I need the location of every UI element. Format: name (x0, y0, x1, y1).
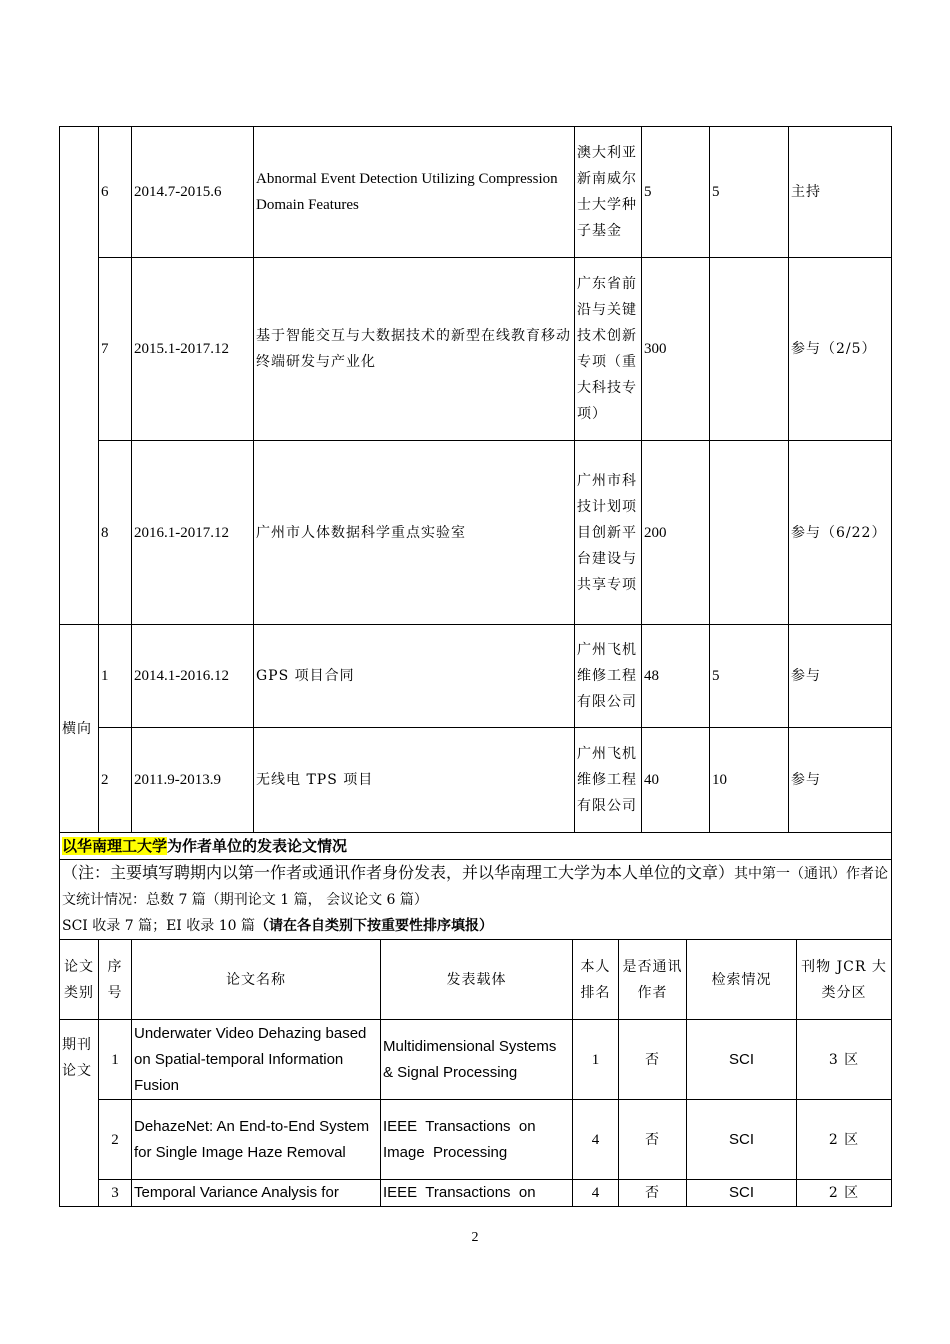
project-funding: 48 (642, 625, 710, 728)
page-number: 2 (471, 1230, 479, 1245)
note-index-stats: SCI 收录 7 篇；EI 收录 10 篇 (62, 918, 256, 934)
header-rank: 本人排名 (573, 940, 619, 1020)
projects-table (59, 126, 892, 833)
note-main: （注：主要填写聘期内以第一作者或通讯作者身份发表，并以华南理工大学为本人单位的文章） (62, 863, 735, 882)
project-period: 2014.7-2015.6 (132, 127, 254, 258)
project-amount (710, 258, 789, 441)
paper-no: 1 (99, 1020, 132, 1100)
paper-no: 3 (99, 1180, 132, 1207)
project-period: 2016.1-2017.12 (132, 441, 254, 625)
header-index: 检索情况 (687, 940, 797, 1020)
paper-venue: IEEE Transactions on Image Processing (381, 1100, 573, 1180)
papers-table (59, 832, 892, 1207)
section-title (60, 833, 892, 860)
project-period: 2015.1-2017.12 (132, 258, 254, 441)
paper-corr: 否 (619, 1100, 687, 1180)
project-no: 6 (99, 127, 132, 258)
paper-jcr: 2 区 (797, 1100, 892, 1180)
paper-index: SCI (687, 1100, 797, 1180)
project-row (60, 127, 892, 258)
project-amount: 10 (710, 728, 789, 833)
project-no: 8 (99, 441, 132, 625)
paper-corr: 否 (619, 1180, 687, 1207)
project-role: 参与 (789, 728, 892, 833)
project-row (60, 728, 892, 833)
paper-name: DehazeNet: An End-to-End System for Single Image Haze Removal (132, 1100, 381, 1180)
header-jcr: 刊物 JCR 大类分区 (797, 940, 892, 1020)
project-no: 1 (99, 625, 132, 728)
project-role: 参与 (789, 625, 892, 728)
project-title: 基于智能交互与大数据技术的新型在线教育移动终端研发与产业化 (254, 258, 575, 441)
paper-venue: IEEE Transactions on (381, 1180, 573, 1207)
project-role: 参与（6/22） (789, 441, 892, 625)
header-name: 论文名称 (132, 940, 381, 1020)
project-title: 无线电 TPS 项目 (254, 728, 575, 833)
project-amount: 5 (710, 625, 789, 728)
project-amount (710, 441, 789, 625)
journal-label: 期刊论文 (60, 1020, 99, 1207)
project-period: 2011.9-2013.9 (132, 728, 254, 833)
paper-jcr: 2 区 (797, 1180, 892, 1207)
paper-row (60, 1180, 892, 1207)
paper-index: SCI (687, 1020, 797, 1100)
paper-name: Temporal Variance Analysis for (132, 1180, 381, 1207)
section-title-rest: 为作者单位的发表论文情况 (167, 837, 348, 855)
project-source: 广东省前沿与关键技术创新专项（重大科技专项） (575, 258, 642, 441)
project-source: 广州飞机维修工程有限公司 (575, 728, 642, 833)
project-source: 广州飞机维修工程有限公司 (575, 625, 642, 728)
section-title-highlight: 以华南理工大学 (62, 837, 168, 855)
paper-name: Underwater Video Dehazing based on Spatial-temporal Information Fusion (132, 1020, 381, 1100)
paper-jcr: 3 区 (797, 1020, 892, 1100)
project-source: 澳大利亚新南威尔士大学种子基金 (575, 127, 642, 258)
header-no: 序号 (99, 940, 132, 1020)
paper-index: SCI (687, 1180, 797, 1207)
project-row (60, 441, 892, 625)
paper-venue: Multidimensional Systems & Signal Processing (381, 1020, 573, 1100)
project-no: 7 (99, 258, 132, 441)
project-title: 广州市人体数据科学重点实验室 (254, 441, 575, 625)
header-corr: 是否通讯作者 (619, 940, 687, 1020)
project-row (60, 258, 892, 441)
note-stats: 其中第一（通讯）作者论文统计情况：总数 7 篇（期刊论文 1 篇， 会议论文 6 篇） (62, 866, 889, 908)
project-row (60, 625, 892, 728)
project-title: GPS 项目合同 (254, 625, 575, 728)
section-note (60, 860, 892, 940)
paper-row (60, 1100, 892, 1180)
paper-rank: 4 (573, 1100, 619, 1180)
header-venue: 发表载体 (381, 940, 573, 1020)
project-funding: 300 (642, 258, 710, 441)
project-funding: 5 (642, 127, 710, 258)
paper-rank: 1 (573, 1020, 619, 1100)
project-no: 2 (99, 728, 132, 833)
project-role: 参与（2/5） (789, 258, 892, 441)
paper-no: 2 (99, 1100, 132, 1180)
category-cell-vertical (60, 127, 99, 625)
project-amount: 5 (710, 127, 789, 258)
project-role: 主持 (789, 127, 892, 258)
papers-header-row (60, 940, 892, 1020)
paper-row (60, 1020, 892, 1100)
category-cell-horizontal: 横向 (60, 625, 99, 833)
paper-corr: 否 (619, 1020, 687, 1100)
document-page (59, 126, 891, 1207)
project-source: 广州市科技计划项目创新平台建设与共享专项 (575, 441, 642, 625)
project-funding: 200 (642, 441, 710, 625)
paper-rank: 4 (573, 1180, 619, 1207)
header-type: 论文类别 (60, 940, 99, 1020)
project-period: 2014.1-2016.12 (132, 625, 254, 728)
note-instruction: （请在各自类别下按重要性排序填报） (255, 918, 494, 934)
project-title: Abnormal Event Detection Utilizing Compression Domain Features (254, 127, 575, 258)
project-funding: 40 (642, 728, 710, 833)
